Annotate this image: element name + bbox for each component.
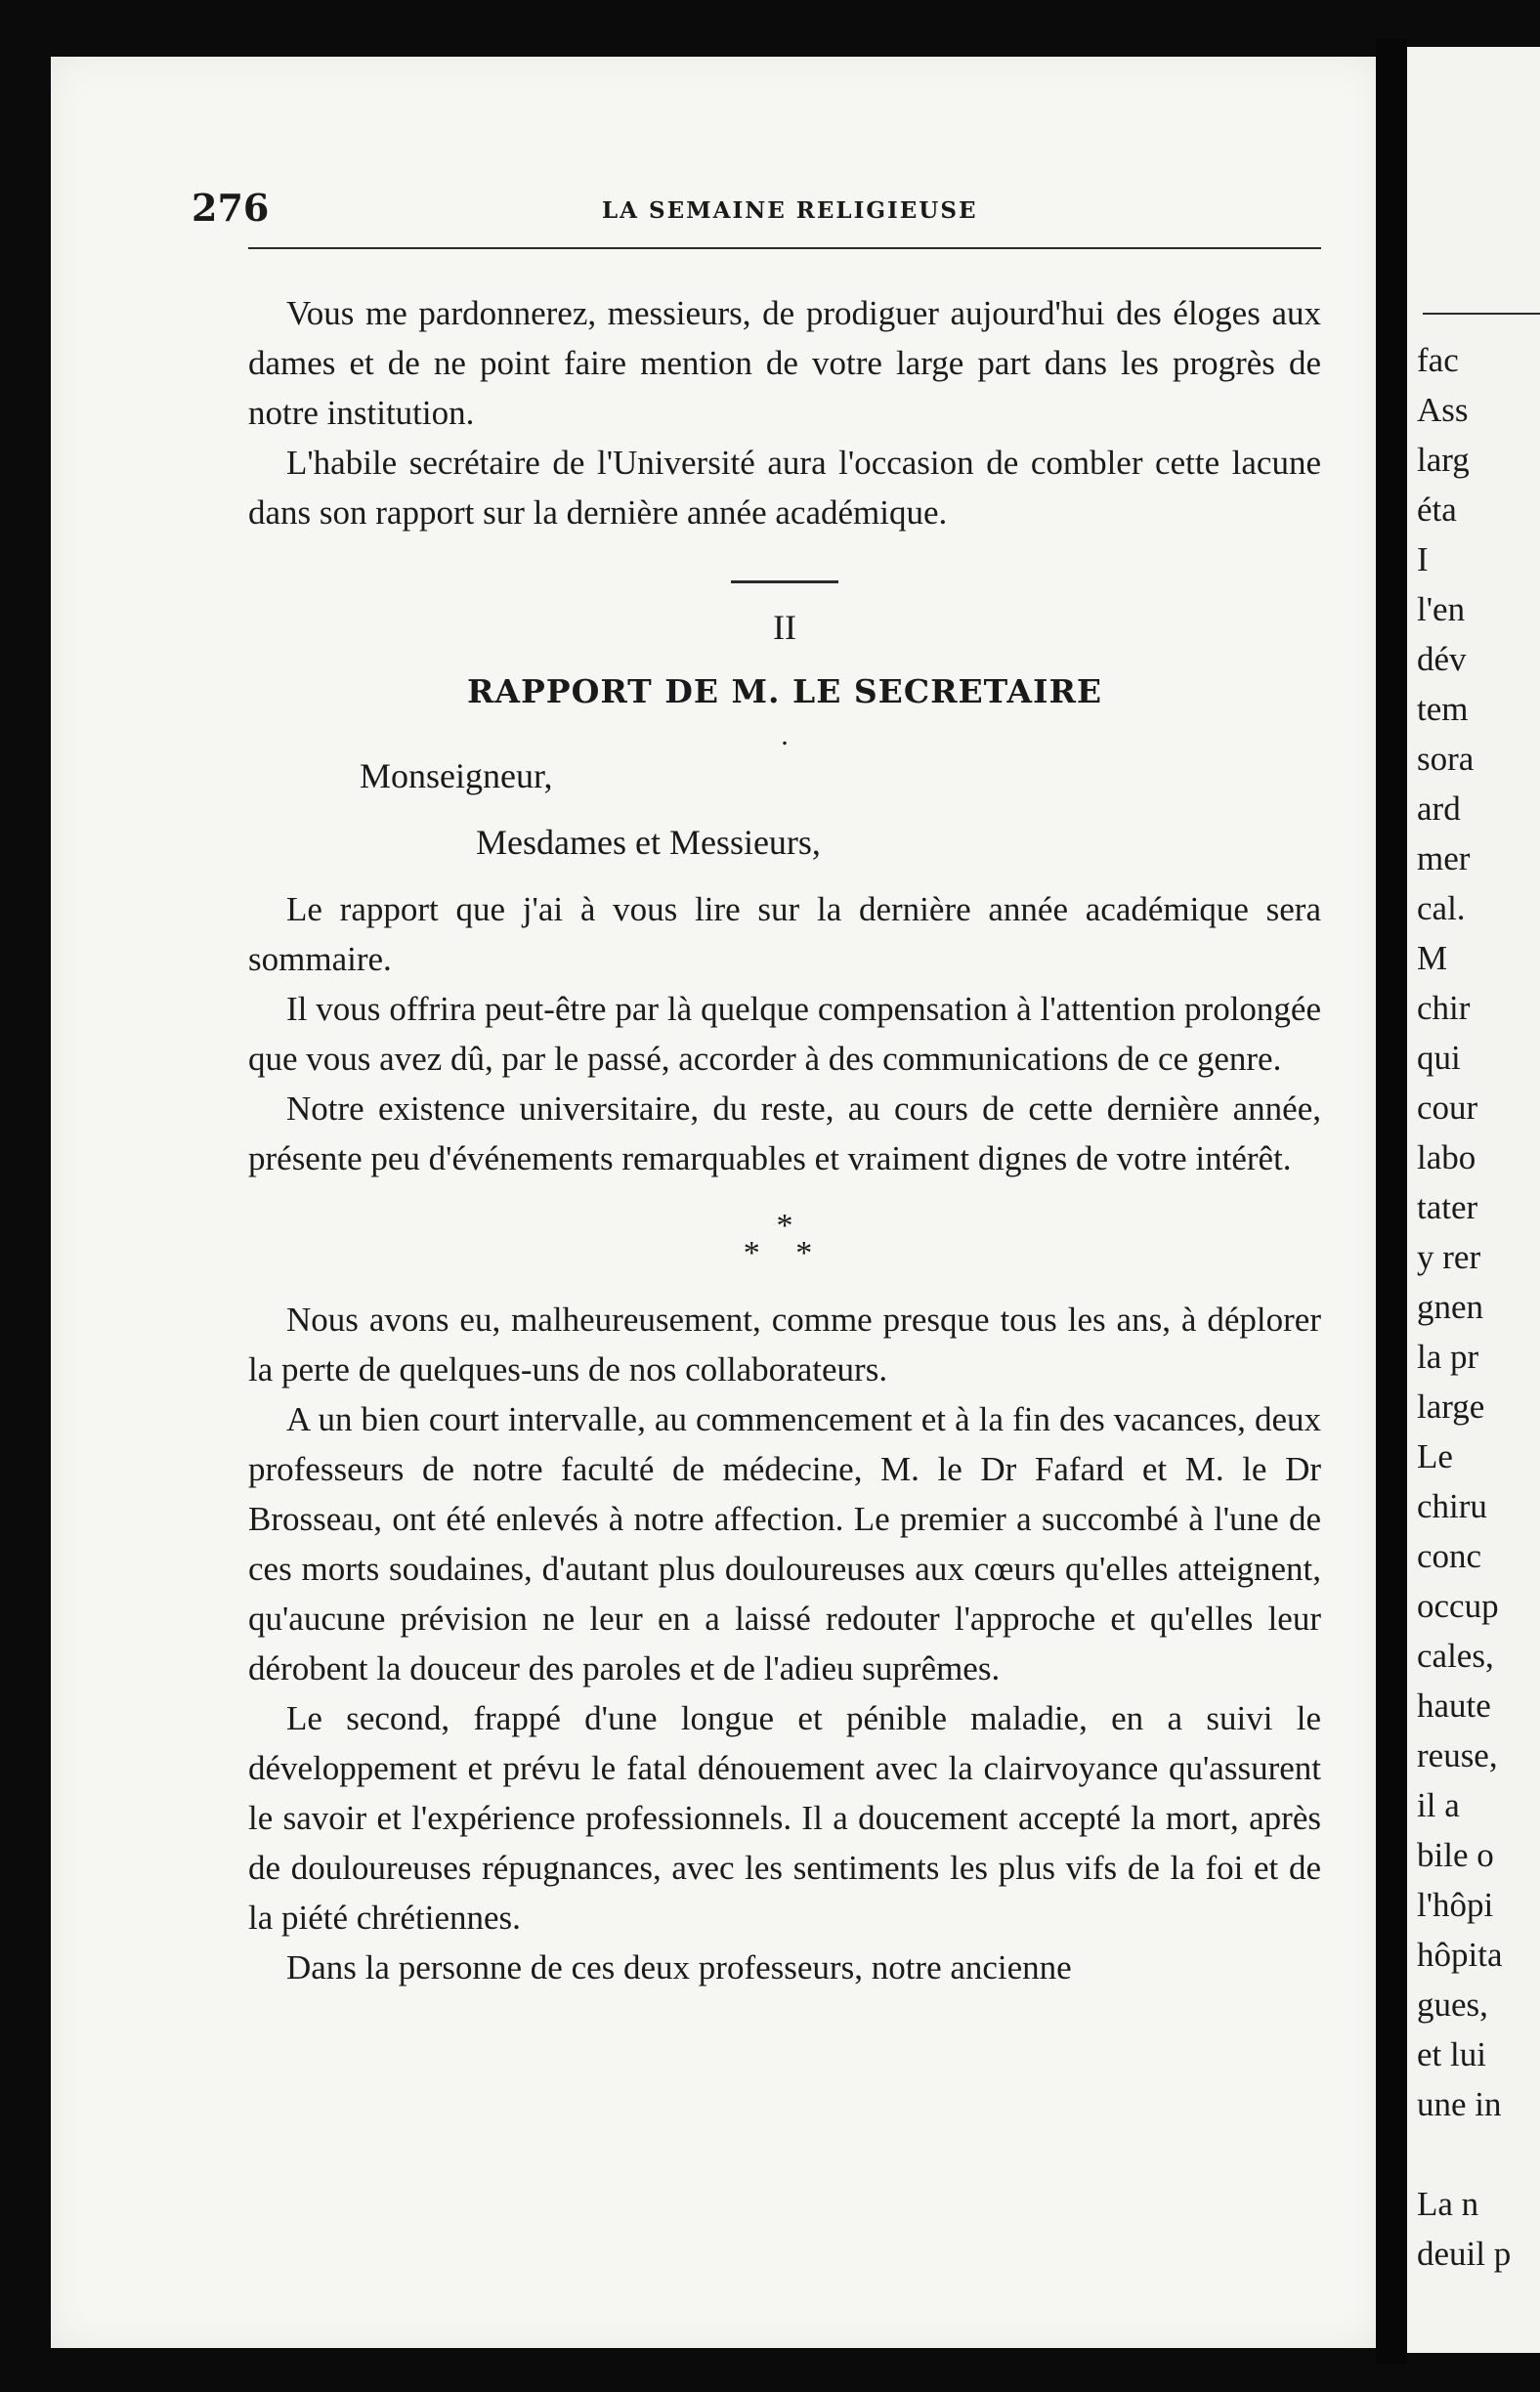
- paragraph: L'habile secrétaire de l'Université aura l'occasion de combler cette lacune dans son rapport sur la dernière année académique.: [248, 444, 1321, 532]
- salutation-monseigneur: Monseigneur,: [360, 756, 553, 795]
- facing-page-line: labo: [1417, 1138, 1476, 1176]
- asterism: [248, 1208, 1321, 1271]
- facing-page-line: bile o: [1417, 1836, 1494, 1874]
- facing-page-line: gnen: [1417, 1288, 1484, 1326]
- facing-page-line: y rer: [1417, 1238, 1481, 1276]
- page-number: 276: [192, 186, 270, 230]
- paragraph: Le rapport que j'ai à vous lire sur la dernière année académique sera sommaire.: [248, 890, 1321, 978]
- facing-page-line: I: [1417, 540, 1429, 578]
- facing-page: [1407, 47, 1540, 2353]
- section-numeral: II: [773, 608, 796, 647]
- facing-page-line: haute: [1417, 1687, 1491, 1725]
- facing-page-line: tater: [1417, 1188, 1478, 1226]
- book-gutter: [1376, 39, 1407, 2365]
- facing-page-line: larg: [1417, 441, 1470, 479]
- facing-page-line: La n: [1417, 2185, 1479, 2223]
- facing-page-line: l'en: [1417, 590, 1466, 628]
- facing-page-text: [1417, 335, 1511, 2279]
- facing-page-line: Ass: [1417, 391, 1469, 429]
- running-head: [192, 186, 1320, 235]
- paragraph: Dans la personne de ces deux professeurs, notre ancienne: [286, 1948, 1072, 1986]
- facing-page-line: dév: [1417, 640, 1467, 678]
- paragraph: Notre existence universitaire, du reste, au cours de cette dernière année, présente peu d'événements remarquables et vraiment dignes de votre intérêt.: [248, 1089, 1321, 1177]
- paragraph: Nous avons eu, malheureusement, comme presque tous les ans, à déplorer la perte de quelques-uns de nos collaborateurs.: [248, 1301, 1321, 1388]
- facing-page-line: qui: [1417, 1039, 1461, 1077]
- facing-page-line: chir: [1417, 989, 1471, 1027]
- salutation-mesdames: Mesdames et Messieurs,: [476, 823, 821, 862]
- facing-page-line: la pr: [1417, 1338, 1479, 1376]
- facing-page-line: fac: [1417, 341, 1459, 379]
- facing-page-line: M: [1417, 939, 1448, 977]
- facing-page-line: cour: [1417, 1089, 1478, 1127]
- facing-page-line: il a: [1417, 1786, 1460, 1824]
- journal-title: LA SEMAINE RELIGIEUSE: [602, 197, 978, 224]
- asterism-bottom: * *: [743, 1235, 827, 1271]
- facing-page-line: une in: [1417, 2085, 1502, 2123]
- header-rule: [248, 247, 1321, 249]
- facing-page-line: éta: [1417, 491, 1457, 529]
- facing-page-line: hôpita: [1417, 1936, 1503, 1974]
- asterism-top: *: [776, 1208, 793, 1244]
- facing-page-line: et lui: [1417, 2035, 1486, 2073]
- paragraph: Vous me pardonnerez, messieurs, de prodiguer aujourd'hui des éloges aux dames et de ne point faire mention de votre large part dans les progrès de notre institution.: [248, 294, 1321, 432]
- facing-page-line: cales,: [1417, 1637, 1494, 1675]
- facing-page-line: large: [1417, 1388, 1485, 1426]
- facing-page-line: conc: [1417, 1537, 1482, 1575]
- facing-page-line: [1417, 2129, 1511, 2179]
- facing-page-line: ard: [1417, 790, 1461, 828]
- paragraph: Il vous offrira peut-être par là quelque compensation à l'attention prolongée que vous avez dû, par le passé, accorder à des communications de ce genre.: [248, 990, 1321, 1078]
- paragraph: A un bien court intervalle, au commencement et à la fin des vacances, deux professeurs de notre faculté de médecine, M. le Dr Fafard et M. le Dr Brosseau, ont été enlevés à notre affection. Le premier a succombé à l'une de ces morts soudaines, d'autant plus douloureuses aux cœurs qu'elles atteignent, qu'aucune prévision ne leur en a laissé redouter l'approche et qu'elles leur dérobent la douceur des paroles et de l'adieu suprêmes.: [248, 1400, 1321, 1687]
- facing-page-line: sora: [1417, 740, 1475, 778]
- facing-page-line: occup: [1417, 1587, 1499, 1625]
- paragraph: Le second, frappé d'une longue et pénible maladie, en a suivi le développement et prévu le fatal dénouement avec la clairvoyance qu'assurent le savoir et l'expérience professionnels. Il a doucement accepté la mort, après de douloureuses répugnances, avec les sentiments les plus vifs de la foi et de la piété chrétiennes.: [248, 1699, 1321, 1937]
- facing-page-line: gues,: [1417, 1986, 1488, 2024]
- page-body: [248, 288, 1321, 1992]
- facing-page-line: cal.: [1417, 889, 1466, 927]
- facing-page-line: Le: [1417, 1437, 1453, 1475]
- facing-page-line: l'hôpi: [1417, 1886, 1494, 1924]
- section-divider: [731, 580, 838, 583]
- facing-page-line: deuil p: [1417, 2235, 1512, 2273]
- section-title: RAPPORT DE M. LE SECRETAIRE: [466, 672, 1103, 710]
- title-dot: .: [781, 719, 789, 751]
- facing-page-line: tem: [1417, 690, 1469, 728]
- facing-page-line: mer: [1417, 839, 1471, 877]
- facing-page-line: chiru: [1417, 1487, 1487, 1525]
- facing-page-rule: [1423, 313, 1540, 315]
- facing-page-line: reuse,: [1417, 1736, 1498, 1774]
